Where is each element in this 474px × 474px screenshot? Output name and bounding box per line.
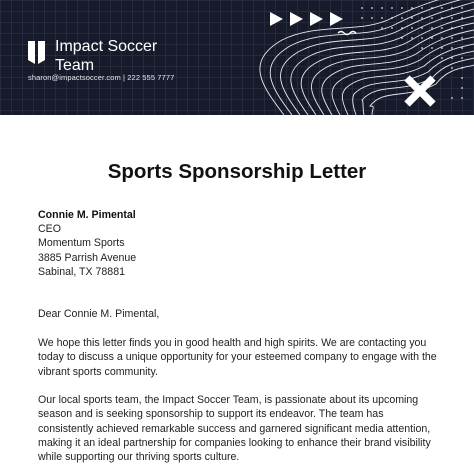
recipient-company: Momentum Sports — [38, 237, 125, 250]
recipient-address-block — [38, 208, 136, 279]
recipient-city: Sabinal, TX 78881 — [38, 265, 125, 278]
paragraph-2: Our local sports team, the Impact Soccer Team, is passionate about its upcoming season and is seeking sponsorship to support its endeavor. The team has consistently achieved remarkable success and garnered significant media attention, making it an ideal partnership for companies looking to enhance their brand visibility while supporting our thriving sports culture. — [38, 394, 431, 464]
play-arrows-graphic — [270, 12, 343, 26]
brand-logo-icon — [28, 41, 48, 64]
letter-title: Sports Sponsorship Letter — [107, 160, 367, 183]
recipient-street: 3885 Parrish Avenue — [38, 251, 137, 264]
recipient-name: Connie M. Pimental — [38, 209, 136, 221]
x-mark-icon — [407, 78, 433, 104]
company-contact: sharon@impactsoccer.com | 222 555 7777 — [28, 73, 175, 82]
recipient-role: CEO — [38, 223, 61, 236]
play-arrow-icon — [330, 12, 343, 26]
salutation: Dear Connie M. Pimental, — [38, 308, 160, 320]
company-name-line-1: Impact Soccer — [55, 38, 158, 55]
paragraph-1: We hope this letter finds you in good health and high spirits. We are contacting you today to discuss a unique opportunity for your esteemed company to engage with the vibrant sports community. — [38, 337, 437, 378]
play-arrow-icon — [270, 12, 283, 26]
play-arrow-icon — [310, 12, 323, 26]
letterhead — [0, 0, 474, 115]
company-name-line-2: Team — [55, 57, 95, 74]
play-arrow-icon — [290, 12, 303, 26]
company-name — [55, 37, 157, 75]
